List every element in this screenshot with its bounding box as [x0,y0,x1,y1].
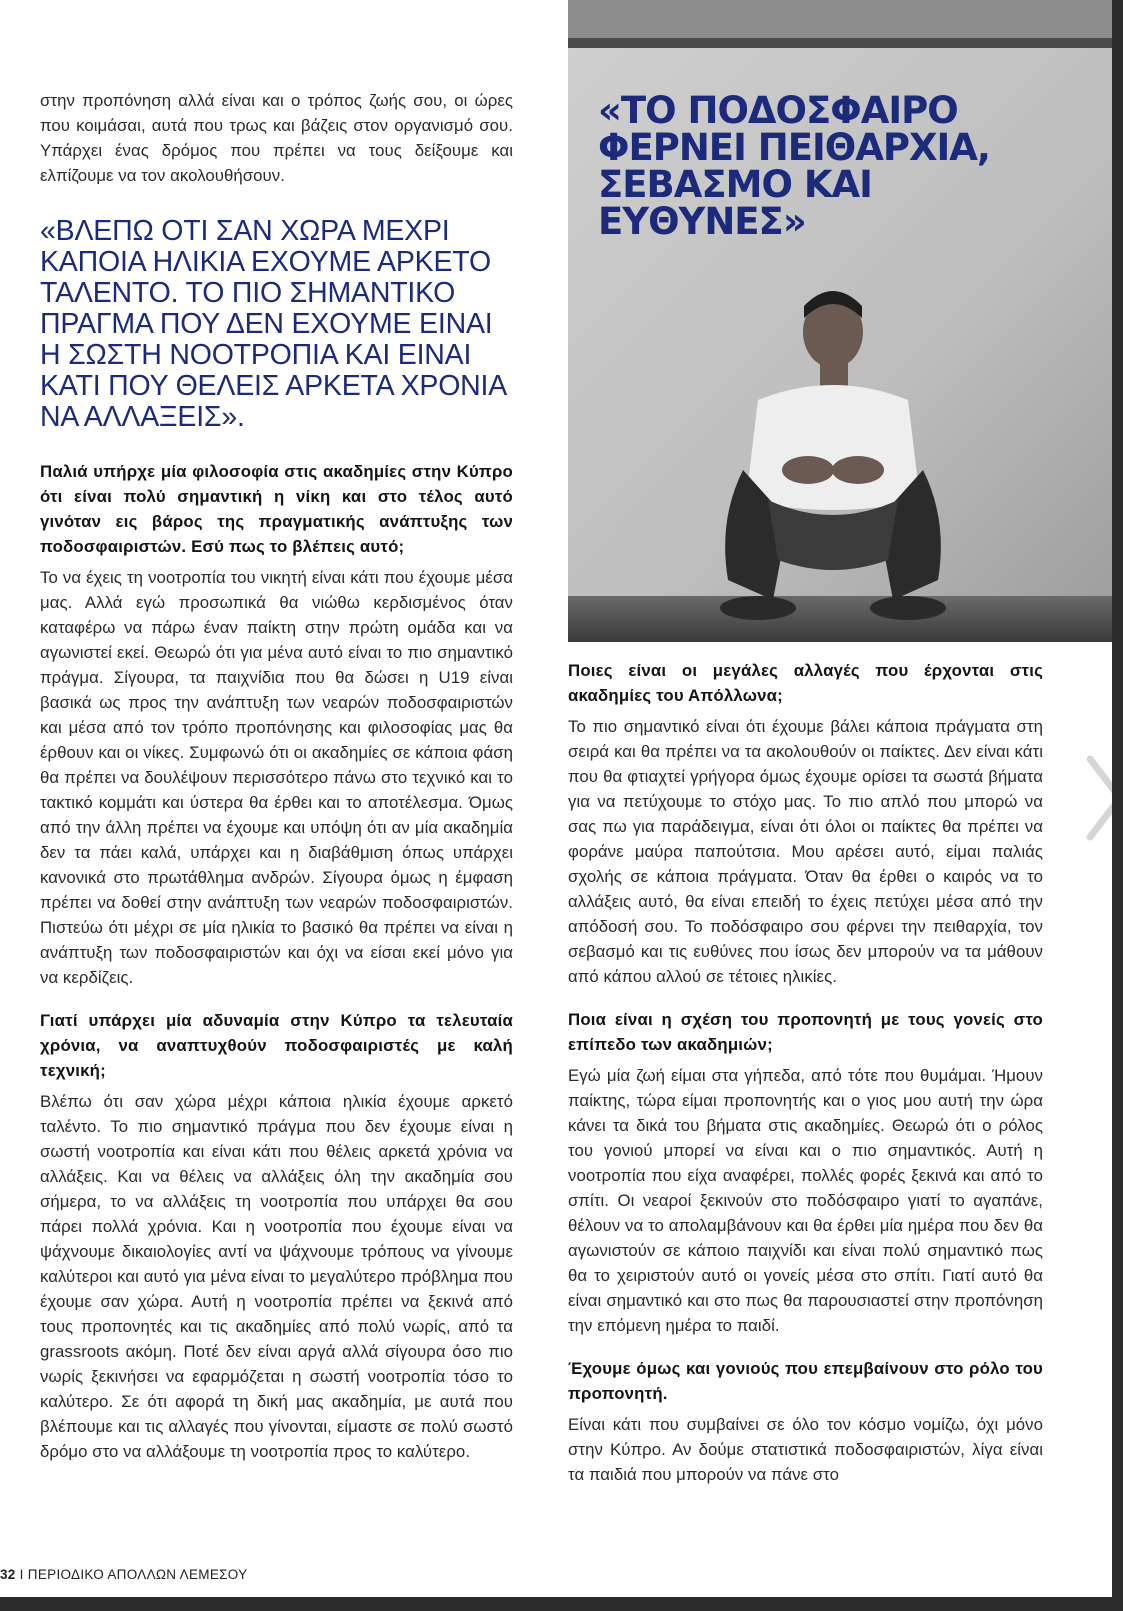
answer-3: Το πιο σημαντικό είναι ότι έχουμε βάλει κάποια πράγματα στη σειρά και θα πρέπει να τα ακολουθούν οι παίκτες. Δεν είναι κάτι που θα φτιαχτεί γρήγορα όμως έχουμε ορίσει τα σωστά βήματα για να πετύχουμε το στόχο μας. Το πιο απλό που μπορώ να σας πω για παράδειγμα, είναι ότι όλοι οι παίκτες θα πρέπει να φοράνε μαύρα παπούτσια. Μου αρέσει αυτό, είμαι παλιάς σχολής σε κάποια πράγματα. Όταν θα έρθει ο καιρός να το αλλάξεις αυτό, θα είναι επειδή το έχεις πετύχει μέσα από την απόδοσή σου. Το ποδόσφαιρο σου φέρνει την πειθαρχία, τον σεβασμό και τις ευθύνες που ίσως δεν μπορούν να τα μάθουν από κάπου αλλού σε τέτοιες ηλικίες. [568,717,1043,986]
question-3: Ποιες είναι οι μεγάλες αλλαγές που έρχονται στις ακαδημίες του Απόλλωνα; [568,661,1043,705]
page-edge-bottom [0,1597,1123,1611]
answer-1: Το να έχεις τη νοοτροπία του νικητή είναι κάτι που έχουμε μέσα μας. Αλλά εγώ προσωπικά θα νιώθω κερδισμένος όταν καταφέρω να πάρω έναν παίκτη στην πρώτη ομάδα και να αγωνιστεί εκεί. Θεωρώ ότι για μένα αυτό είναι το πιο σημαντικό πράγμα. Σίγουρα, τα παιχνίδια που θα δώσει η U19 είναι βασικά ως προς την ανάπτυξη των νεαρών ποδοσφαιριστών και μέσα από τον τρόπο προπόνησης και φιλοσοφίας μας θα έρθουν και οι νίκες. Συμφωνώ ότι οι ακαδημίες σε κάποια φάση θα πρέπει να δουλέψουν περισσότερο πάνω στο τεχνικό και το τακτικό κομμάτι και ύστερα θα έρθει και το αποτέλεσμα. Όμως από την άλλη πρέπει να έχουμε και υπόψη ότι αν μία ακαδημία δεν τα πάει καλά, υπάρχει και η διαβάθμιση όπως υπάρχει κανονικά στο πρωτάθλημα ανδρών. Σίγουρα όμως η έμφαση πρέπει να δοθεί στην ανάπτυξη των νεαρών ποδοσφαιριστών. Πιστεύω ότι μέχρι σε μία ηλικία το βασικό θα πρέπει να είναι η ανάπτυξη των ποδοσφαιριστών και όχι να είσαι εκεί μόνο για να κερδίζεις. [40,568,513,987]
pull-quote: «ΒΛΕΠΩ ΟΤΙ ΣΑΝ ΧΩΡΑ ΜΕΧΡΙ ΚΑΠΟΙΑ ΗΛΙΚΙΑ ΕΧΟΥΜΕ ΑΡΚΕΤΟ ΤΑΛΕΝΤΟ. ΤΟ ΠΙΟ ΣΗΜΑΝΤΙΚΟ ΠΡΑΓΜΑ ΠΟΥ ΔΕΝ ΕΧΟΥΜΕ ΕΙΝΑΙ Η ΣΩΣΤΗ ΝΟΟΤΡΟΠΙΑ ΚΑΙ ΕΙΝΑΙ ΚΑΤΙ ΠΟΥ ΘΕΛΕΙΣ ΑΡΚΕΤΑ ΧΡΟΝΙΑ ΝΑ ΑΛΛΑΞΕΙΣ». [40,215,506,433]
answer-4: Εγώ μία ζωή είμαι στα γήπεδα, από τότε που θυμάμαι. Ήμουν παίκτης, τώρα είμαι προπονητής και ο γιος μου αυτή την ώρα κάνει τα δικά του βήματα στις ακαδημίες. Θεωρώ ότι ο ρόλος του γονιού μπορεί να είναι και ο πιο σημαντικός. Αυτή η νοοτροπία που είχα αναφέρει, πολλές φορές ξεκινά και από το σπίτι. Οι νεαροί ξεκινούν στο ποδόσφαιρο γιατί το αγαπάνε, θέλουν να το απολαμβάνουν και θα έρθει μία ημέρα που δεν θα αγωνιστούν σε κάποιο παιχνίδι και είναι πολύ σημαντικό πως θα το χειριστούν αυτό οι γονείς μέσα στο σπίτι. Γιατί αυτό θα είναι σημαντικό και στο πως θα παρουσιαστεί στην προπόνηση την επόμενη ημέρα το παιδί. [568,1066,1043,1335]
intro-paragraph: στην προπόνηση αλλά είναι και ο τρόπος ζωής σου, οι ώρες που κοιμάσαι, αυτά που τρως και βάζεις στον οργανισμό σου. Υπάρχει ένας δρόμος που πρέπει να τους δείξουμε και ελπίζουμε να τον ακολουθήσουν. [40,91,513,185]
page-footer [0,1567,247,1582]
feature-photo [568,0,1112,642]
question-2: Γιατί υπάρχει μία αδυναμία στην Κύπρο τα τελευταία χρόνια, να αναπτυχθούν ποδοσφαιριστές με καλή τεχνική; [40,1011,513,1080]
page-number: 32 [0,1567,16,1582]
page-edge-right [1112,0,1123,1611]
photo-quote: «ΤΟ ΠΟΔΟΣΦΑΙΡΟ ΦΕΡΝΕΙ ΠΕΙΘΑΡΧΙΑ, ΣΕΒΑΣΜΟ ΚΑΙ ΕΥΘΥΝΕΣ» [598,89,990,243]
publication-name: ΠΕΡΙΟΔΙΚΟ ΑΠΟΛΛΩΝ ΛΕΜΕΣΟΥ [27,1567,248,1582]
right-column [568,658,1043,1487]
footer-separator: I [15,1567,28,1582]
answer-5: Είναι κάτι που συμβαίνει σε όλο τον κόσμο νομίζω, όχι μόνο στην Κύπρο. Αν δούμε στατιστικά ποδοσφαιριστών, λίγα είναι τα παιδιά που μπορούν να πάνε στο [568,1415,1043,1484]
left-column [40,88,513,1464]
question-1: Παλιά υπήρχε μία φιλοσοφία στις ακαδημίες στην Κύπρο ότι είναι πολύ σημαντική η νίκη και στο τέλος αυτό γινόταν εις βάρος της πραγματικής ανάπτυξης των ποδοσφαιριστών. Εσύ πως το βλέπεις αυτό; [40,462,513,556]
question-5: Έχουμε όμως και γονιούς που επεμβαίνουν στο ρόλο του προπονητή. [568,1359,1043,1403]
question-4: Ποια είναι η σχέση του προπονητή με τους γονείς στο επίπεδο των ακαδημιών; [568,1010,1043,1054]
answer-2: Βλέπω ότι σαν χώρα μέχρι κάποια ηλικία έχουμε αρκετό ταλέντο. Το πιο σημαντικό πράγμα που δεν έχουμε είναι η σωστή νοοτροπία και είναι κάτι που θέλεις αρκετά χρόνια να αλλάξεις. Και να θέλεις να αλλάξεις όλη την ακαδημία σου σήμερα, το να αλλάξεις τη νοοτροπία που υπάρχει θα σου πάρει πολλά χρόνια. Και η νοοτροπία που έχουμε είναι να ψάχνουμε δικαιολογίες αντί να ψάχνουμε τρόπους να γίνουμε καλύτεροι και αυτό για μένα είναι το μεγαλύτερο πρόβλημα που έχουμε σαν χώρα. Αυτή η νοοτροπία πρέπει να ξεκινά από τους προπονητές και τις ακαδημίες από πολύ νωρίς, από τα grassroots ακόμη. Ποτέ δεν είναι αργά αλλά σίγουρα όσο πιο νωρίς ξεκινήσει να εφαρμόζεται η σωστή νοοτροπία τόσο το καλύτερο. Σε ότι αφορά τη δική μας ακαδημία, με αυτά που βλέπουμε και τις αλλαγές που γίνονται, είμαστε σε πολύ σωστό δρόμο στο να αλλάξουμε τη νοοτροπία προς το καλύτερο. [40,1092,513,1461]
